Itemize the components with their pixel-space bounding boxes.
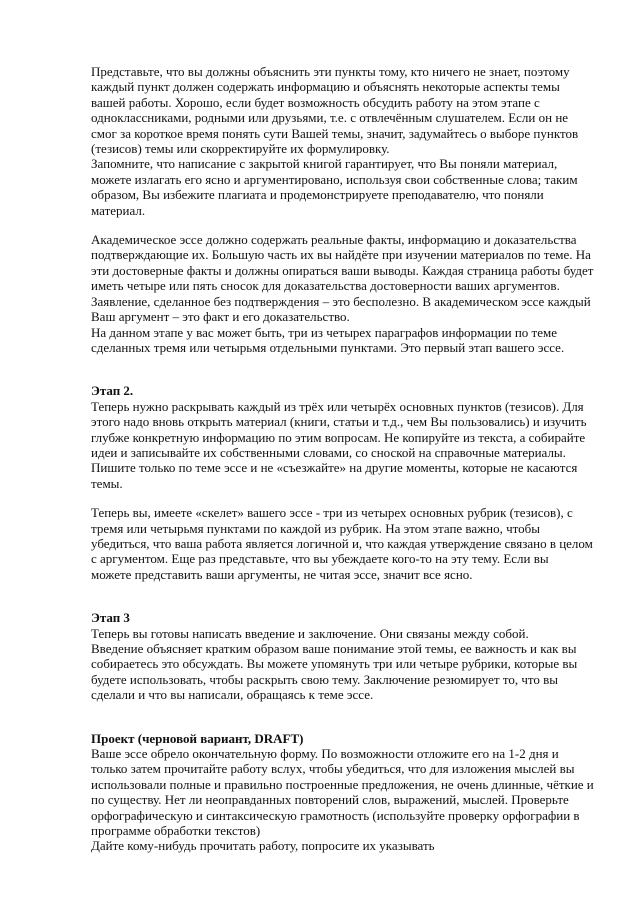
academic-paragraph [91,232,594,355]
text-line: орфографическую и синтаксическую грамотность (используйте проверку орфографии в [91,807,580,823]
text-line: Теперь вы, имеете «скелет» вашего эссе - три из четырех основных рубрик (тезисов), с [91,505,573,521]
text-line: сделали и что вы написали, обращаясь к теме эссе. [91,687,374,703]
text-line: темы. [91,475,123,491]
text-line: иметь четыре или пять сносок для доказательства достоверности ваших аргументов. [91,278,560,294]
text-line: (тезисов) темы или скорректируйте их формулировку. [91,141,390,157]
draft-heading: Проект (черновой вариант, DRAFT) [91,730,304,746]
text-line: Введение объясняет кратким образом ваше понимание этой темы, ее важность и как вы [91,641,577,656]
text-line: эти достоверные факты и должны опираться ваши выводы. Каждая страница работы будет [91,262,594,278]
text-line: идеи и записывайте их собственными словами, со сноской на справочные материалы. [91,444,566,460]
stage2-heading: Этап 2. [91,383,134,399]
text-line: Ваш аргумент – это факт и его доказательство. [91,309,350,325]
text-line: Теперь вы готовы написать введение и заключение. Они связаны между собой. [91,625,529,641]
text-line: образом, Вы избежите плагиата и продемонстрируете преподавателю, что поняли [91,187,544,203]
paragraph-spacer [91,355,591,383]
text-line: На данном этапе у вас может быть, три из четырех параграфов информации по теме [91,324,558,340]
paragraph-spacer [91,491,591,505]
text-line: подтверждающие их. Большую часть их вы найдёте при изучении материалов по теме. На [91,247,591,263]
intro-paragraph [91,64,591,218]
paragraph-spacer [91,582,591,610]
text-line: глубже конкретную информацию по этим вопросам. Не копируйте из текста, а собирайте [91,429,586,445]
text-line: по существу. Нет ли неоправданных повторений слов, выражений, мыслей. Проверьте [91,792,569,808]
text-line: смог за короткое время понять сути Вашей темы, значит, задумайтесь о выборе пунктов [91,125,579,141]
text-line: Дайте кому-нибудь прочитать работу, попросите их указывать [91,838,435,854]
text-line: убедиться, что ваша работа является логичной и, что каждая утверждение связано в целом [91,535,593,551]
text-line: каждый пункт должен содержать информацию и объяснять некоторые аспекты темы [91,79,560,95]
text-line: материал. [91,202,146,218]
text-line: Представьте, что вы должны объяснить эти пункты тому, кто ничего не знает, поэтому [91,64,570,79]
text-line: программе обработки текстов) [91,823,261,839]
stage2-skeleton-paragraph [91,505,591,582]
text-line: тремя или четырьмя пунктами по каждой из рубрик. На этом этапе важно, чтобы [91,520,541,536]
text-line: этого надо вновь открыть материал (книги, статьи и т.д., чем Вы пользовались) и изучить [91,414,587,430]
paragraph-spacer [91,703,591,731]
text-line: одноклассниками, родными или друзьями, т.е. с отвлечённым слушателем. Если он не [91,110,569,126]
stage2-section [91,383,591,491]
text-line: Академическое эссе должно содержать реальные факты, информацию и доказательства [91,232,577,248]
text-line: Ваше эссе обрело окончательную форму. По возможности отложите его на 1-2 дня и [91,746,559,762]
text-line: собираетесь это обсуждать. Вы можете упомянуть три или четыре рубрики, которые вы [91,656,578,672]
text-line: только затем прочитайте работу вслух, чтобы убедиться, что для изложения мыслей вы [91,761,575,777]
stage3-section [91,610,591,702]
text-line: вашей работы. Хорошо, если будет возможность обсудить работу на этом этапе с [91,94,540,110]
paragraph-spacer [91,218,591,232]
text-line: Запомните, что написание с закрытой книгой гарантирует, что Вы поняли материал, [91,156,558,172]
draft-section [91,730,594,854]
text-line: можете излагать его ясно и аргументировано, используя свои собственные слова; таким [91,171,578,187]
text-line: Заявление, сделанное без подтверждения – это бесполезно. В академическом эссе каждый [91,293,591,309]
document-page [91,64,594,854]
text-line: Пишите только по теме эссе и не «съезжайте» на другие моменты, которые не касаются [91,460,578,476]
text-line: с аргументом. Еще раз представьте, что вы убеждаете кого-то на эту тему. Если вы [91,551,549,567]
text-line: сделанных тремя или четырьмя отдельными пунктами. Это первый этап вашего эссе. [91,339,565,355]
text-line: будете использовать, чтобы раскрыть свою тему. Заключение резюмирует то, что вы [91,671,559,687]
text-line: использовали полные и правильно построенные предложения, не очень длинные, чёткие и [91,776,594,792]
text-line: можете представить ваши аргументы, не читая эссе, значит все ясно. [91,566,473,582]
stage3-heading: Этап 3 [91,610,130,626]
text-line: Теперь нужно раскрывать каждый из трёх или четырёх основных пунктов (тезисов). Для [91,398,584,414]
